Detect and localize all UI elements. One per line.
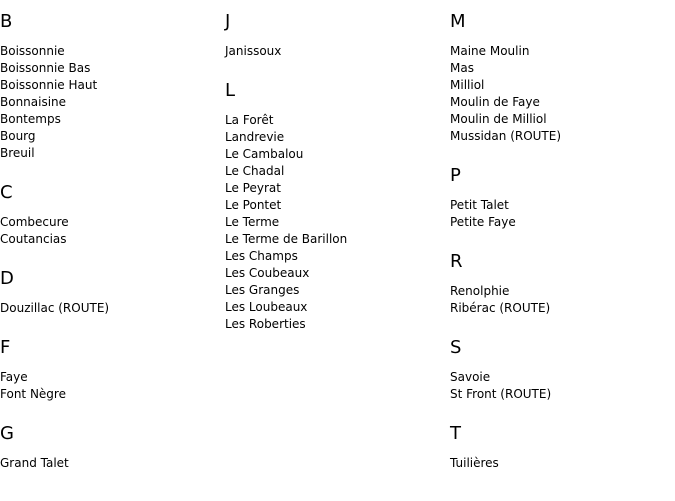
- place-item: Le Cambalou: [225, 147, 304, 161]
- place-item: Le Chadal: [225, 164, 285, 178]
- letter-heading: M: [450, 11, 466, 32]
- place-item: Boissonnie Haut: [0, 78, 98, 92]
- letter-group-j: [225, 11, 445, 60]
- place-item: Le Pontet: [225, 198, 282, 212]
- place-item: Bourg: [0, 129, 36, 143]
- place-item: Le Peyrat: [225, 181, 281, 195]
- place-list: [0, 43, 220, 162]
- place-list: [450, 43, 670, 145]
- place-item: Les Roberties: [225, 317, 306, 331]
- place-item: Bonnaisine: [0, 95, 67, 109]
- place-item: Moulin de Faye: [450, 95, 540, 109]
- index-column-2: [225, 0, 445, 333]
- letter-group-g: [0, 423, 220, 472]
- place-item: Tuilières: [450, 456, 499, 470]
- place-item: Les Coubeaux: [225, 266, 310, 280]
- letter-group-f: [0, 337, 220, 403]
- letter-group-d: [0, 268, 220, 317]
- place-item: Faye: [0, 370, 28, 384]
- place-list: [450, 455, 670, 472]
- place-item: La Forêt: [225, 113, 274, 127]
- letter-group-r: [450, 251, 670, 317]
- letter-group-b: [0, 11, 220, 162]
- place-list: [0, 455, 220, 472]
- place-item: Maine Moulin: [450, 44, 530, 58]
- place-item: St Front (ROUTE): [450, 387, 552, 401]
- place-item: Le Terme de Barillon: [225, 232, 348, 246]
- place-item: Grand Talet: [0, 456, 69, 470]
- place-item: Douzillac (ROUTE): [0, 301, 110, 315]
- place-item: Mussidan (ROUTE): [450, 129, 562, 143]
- place-item: Renolphie: [450, 284, 510, 298]
- letter-group-s: [450, 337, 670, 403]
- place-item: Le Terme: [225, 215, 280, 229]
- letter-heading: D: [0, 268, 14, 289]
- letter-heading: C: [0, 182, 13, 203]
- place-item: Petite Faye: [450, 215, 516, 229]
- letter-heading: T: [450, 423, 461, 444]
- letter-heading: G: [0, 423, 14, 444]
- place-item: Boissonnie Bas: [0, 61, 91, 75]
- place-list: [450, 369, 670, 403]
- letter-heading: S: [450, 337, 462, 358]
- place-item: Breuil: [0, 146, 35, 160]
- letter-group-t: [450, 423, 670, 472]
- place-item: Font Nègre: [0, 387, 66, 401]
- place-item: Petit Talet: [450, 198, 509, 212]
- letter-group-c: [0, 182, 220, 248]
- letter-heading: P: [450, 165, 461, 186]
- letter-heading: L: [225, 80, 236, 101]
- place-list: [0, 214, 220, 248]
- place-item: Bontemps: [0, 112, 61, 126]
- place-item: Mas: [450, 61, 474, 75]
- letter-heading: F: [0, 337, 11, 358]
- letter-heading: B: [0, 11, 13, 32]
- place-list: [450, 197, 670, 231]
- place-item: Combecure: [0, 215, 69, 229]
- place-list: [0, 300, 220, 317]
- place-item: Boissonnie: [0, 44, 65, 58]
- place-item: Moulin de Milliol: [450, 112, 547, 126]
- letter-group-m: [450, 11, 670, 145]
- letter-heading: R: [450, 251, 463, 272]
- letter-group-l: [225, 80, 445, 333]
- place-item: Janissoux: [225, 44, 282, 58]
- place-item: Milliol: [450, 78, 485, 92]
- place-item: Savoie: [450, 370, 491, 384]
- place-item: Les Champs: [225, 249, 298, 263]
- place-list: [225, 112, 445, 333]
- place-item: Les Granges: [225, 283, 300, 297]
- letter-heading: J: [225, 11, 231, 32]
- place-list: [225, 43, 445, 60]
- index-column-3: [450, 0, 670, 472]
- place-list: [0, 369, 220, 403]
- place-item: Landrevie: [225, 130, 285, 144]
- place-list: [450, 283, 670, 317]
- place-item: Les Loubeaux: [225, 300, 308, 314]
- place-item: Ribérac (ROUTE): [450, 301, 551, 315]
- place-item: Coutancias: [0, 232, 67, 246]
- index-column-1: [0, 0, 220, 472]
- letter-group-p: [450, 165, 670, 231]
